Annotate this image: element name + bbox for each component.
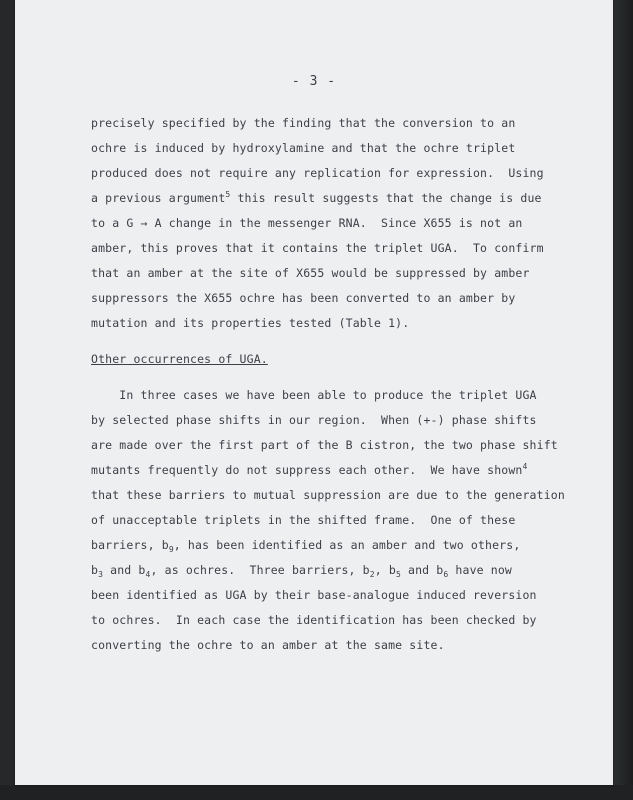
text-span: , as ochres. Three barriers, b bbox=[150, 563, 370, 577]
text-line bbox=[91, 563, 512, 577]
text-span: and b bbox=[400, 563, 444, 577]
text-line bbox=[91, 538, 520, 552]
text-line: of unacceptable triplets in the shifted frame. One of these bbox=[91, 513, 516, 527]
subscript: 9 bbox=[168, 545, 174, 554]
text-span: this result suggests that the change is due bbox=[230, 191, 542, 205]
reference-superscript: 5 bbox=[225, 190, 231, 199]
text-span: barriers, b bbox=[91, 538, 169, 552]
scan-background-bottom bbox=[0, 785, 633, 800]
text-line: ochre is induced by hydroxylamine and that the ochre triplet bbox=[91, 141, 516, 155]
text-span: , has been identified as an amber and two others, bbox=[173, 538, 521, 552]
text-span: , b bbox=[374, 563, 396, 577]
text-line: amber, this proves that it contains the triplet UGA. To confirm bbox=[91, 241, 544, 255]
text-line: by selected phase shifts in our region. When (+-) phase shifts bbox=[91, 413, 537, 427]
text-span: have now bbox=[448, 563, 513, 577]
reference-superscript: 4 bbox=[522, 462, 528, 471]
subscript: 4 bbox=[145, 570, 151, 579]
text-span: a previous argument bbox=[91, 191, 226, 205]
text-line: mutation and its properties tested (Table 1). bbox=[91, 316, 410, 330]
text-line: to ochres. In each case the identification has been checked by bbox=[91, 613, 537, 627]
scan-background-right bbox=[613, 0, 633, 800]
text-line: been identified as UGA by their base-analogue induced reversion bbox=[91, 588, 537, 602]
subscript: 5 bbox=[395, 570, 401, 579]
document-page bbox=[15, 0, 613, 785]
text-line: produced does not require any replication for expression. Using bbox=[91, 166, 544, 180]
text-line: are made over the first part of the B cistron, the two phase shift bbox=[91, 438, 558, 452]
text-line: that these barriers to mutual suppression are due to the generation bbox=[91, 488, 565, 502]
subscript: 6 bbox=[443, 570, 449, 579]
text-line bbox=[91, 463, 527, 477]
text-span: and b bbox=[103, 563, 146, 577]
text-line: precisely specified by the finding that the conversion to an bbox=[91, 116, 516, 130]
subscript: 3 bbox=[98, 570, 104, 579]
text-span: b bbox=[91, 563, 99, 577]
text-line: converting the ochre to an amber at the same site. bbox=[91, 638, 445, 652]
text-line bbox=[91, 191, 542, 205]
text-line: suppressors the X655 ochre has been converted to an amber by bbox=[91, 291, 516, 305]
text-line: that an amber at the site of X655 would be suppressed by amber bbox=[91, 266, 530, 280]
text-span: mutants frequently do not suppress each other. We have shown bbox=[91, 463, 523, 477]
subscript: 2 bbox=[369, 570, 375, 579]
text-line: In three cases we have been able to produce the triplet UGA bbox=[91, 388, 537, 402]
text-line: to a G → A change in the messenger RNA. Since X655 is not an bbox=[91, 216, 523, 230]
page-number: - 3 - bbox=[291, 74, 337, 89]
section-heading: Other occurrences of UGA. bbox=[91, 352, 268, 366]
